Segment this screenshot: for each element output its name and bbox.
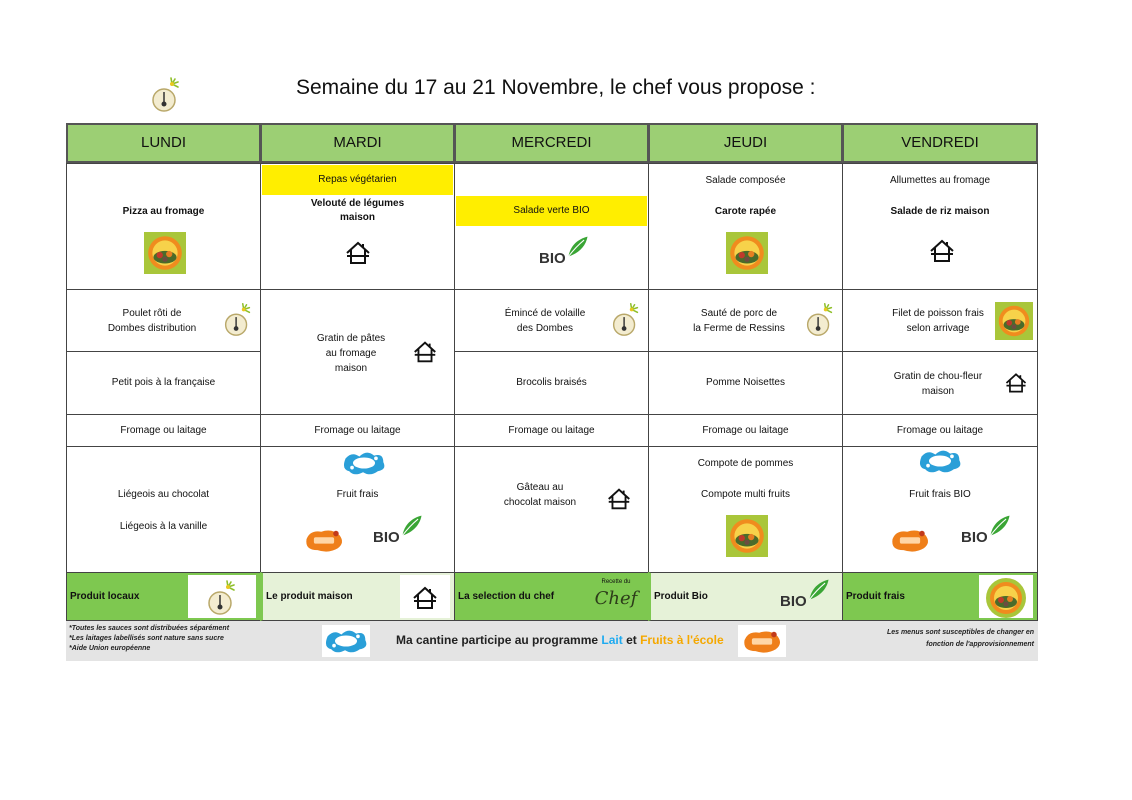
lait-ecole-icon (341, 449, 387, 477)
starter-jeudi (648, 163, 843, 290)
day-header-jeudi: JEUDI (648, 123, 843, 163)
local-product-icon (219, 300, 257, 338)
local-product-icon (202, 577, 242, 617)
fresh-product-icon (143, 232, 187, 274)
legend-maison-label: Le produit maison (266, 590, 353, 602)
bio-label: BIO (780, 593, 807, 610)
programme-et: et (622, 633, 641, 647)
dairy-jeudi: Fromage ou laitage (648, 414, 843, 447)
side-vendredi (842, 351, 1038, 415)
day-header-lundi: LUNDI (66, 123, 261, 163)
fruits-ecole-icon (887, 525, 933, 555)
bio-leaf-icon (987, 513, 1013, 539)
dessert-lundi-label-2: Liégeois à la vanille (119, 521, 208, 532)
legend-frais-badge (979, 575, 1033, 618)
footer-note-sauces: *Toutes les sauces sont distribuées séparément (69, 625, 230, 632)
dairy-mercredi: Fromage ou laitage (454, 414, 649, 447)
dessert-vendredi (842, 446, 1038, 573)
bio-leaf-icon (806, 577, 832, 603)
footer-note-ue: *Aide Union européenne (69, 645, 151, 652)
dairy-vendredi: Fromage ou laitage (842, 414, 1038, 447)
chef-badge-text-1: Recette du (601, 579, 631, 585)
main-jeudi (648, 289, 843, 352)
dessert-mardi (260, 446, 455, 573)
main-jeudi-label-1: Sauté de porc de (700, 308, 778, 319)
dessert-lundi-label-1: Liégeois au chocolat (117, 489, 210, 500)
starter-jeudi-label-2: Carote rapée (714, 206, 777, 217)
bio-logo (776, 577, 836, 617)
programme-fruits: Fruits à l'école (640, 633, 724, 647)
bio-logo (535, 234, 595, 274)
starter-mercredi-label: Salade verte BIO (456, 196, 647, 226)
footer-disclaimer (887, 627, 1034, 651)
house-made-icon (343, 238, 373, 268)
chef-selection-badge (592, 579, 640, 617)
starter-lundi-label: Pizza au fromage (122, 206, 205, 217)
programme-prefix: Ma cantine participe au programme (396, 633, 602, 647)
main-mardi (260, 289, 455, 415)
starter-vendredi-label-1: Allumettes au fromage (889, 175, 991, 186)
legend-maison-badge (400, 575, 450, 618)
page-title: Semaine du 17 au 21 Novembre, le chef vous propose : (296, 76, 816, 99)
starter-mardi (260, 163, 455, 290)
house-made-icon (411, 338, 439, 366)
dessert-vendredi-label: Fruit frais BIO (909, 489, 971, 500)
starter-mardi-label: Velouté de légumes maison (310, 198, 405, 223)
dessert-lundi (66, 446, 261, 573)
house-made-icon (410, 583, 440, 613)
side-vendredi-label-2: maison (921, 386, 955, 397)
house-made-icon (1003, 370, 1029, 396)
legend-local (66, 572, 261, 621)
main-mardi-label-1: Gratin de pâtes (316, 333, 386, 344)
local-product-icon (801, 300, 839, 338)
side-mercredi: Brocolis braisés (454, 351, 649, 415)
bio-label: BIO (373, 529, 400, 546)
legend-frais (842, 572, 1038, 621)
day-header-vendredi: VENDREDI (842, 123, 1038, 163)
starter-mercredi (454, 163, 649, 290)
house-made-icon (605, 485, 633, 513)
fruits-ecole-icon (739, 627, 785, 655)
footer-disclaimer-2: fonction de l'approvisionnement (926, 641, 1034, 648)
dessert-jeudi (648, 446, 843, 573)
legend-frais-label: Produit frais (846, 590, 905, 602)
main-vendredi-label-2: selon arrivage (906, 323, 970, 334)
bio-label: BIO (961, 529, 988, 546)
footer-disclaimer-1: Les menus sont susceptibles de changer en (886, 629, 1034, 636)
main-mercredi-label-1: Émincé de volaille (504, 308, 586, 319)
legend-local-badge (188, 575, 256, 618)
bio-leaf-icon (565, 234, 591, 260)
legend-chef-label: La selection du chef (458, 590, 555, 602)
main-lundi (66, 289, 261, 352)
dessert-mardi-label: Fruit frais (336, 489, 379, 500)
fresh-product-icon (986, 578, 1026, 618)
main-lundi-label-2: Dombes distribution (107, 323, 197, 334)
side-jeudi: Pomme Noisettes (648, 351, 843, 415)
fruits-ecole-icon (301, 525, 347, 555)
lait-ecole-icon (917, 447, 963, 475)
dairy-mardi: Fromage ou laitage (260, 414, 455, 447)
day-header-mardi: MARDI (260, 123, 455, 163)
fruits-ecole-badge (738, 625, 786, 657)
fresh-product-icon (725, 515, 769, 557)
side-vendredi-label-1: Gratin de chou-fleur (893, 371, 983, 382)
programme-text (396, 633, 724, 647)
chef-badge-text-2: Chef (594, 588, 638, 609)
fresh-product-icon (995, 302, 1033, 340)
main-lundi-label-1: Poulet rôti de (122, 308, 182, 319)
dessert-mercredi-label-1: Gâteau au (516, 482, 564, 493)
vegetarian-meal-tag: Repas végétarien (262, 165, 453, 195)
legend-maison (260, 572, 455, 621)
local-product-icon (607, 300, 645, 338)
menu-grid (66, 123, 1038, 621)
main-jeudi-label-2: la Ferme de Ressins (693, 323, 785, 334)
starter-vendredi (842, 163, 1038, 290)
lait-ecole-badge (322, 625, 370, 657)
starter-lundi (66, 163, 261, 290)
main-mardi-label-2: au fromage (325, 348, 377, 359)
main-mercredi-label-2: des Dombes (516, 323, 574, 334)
footer-notes (69, 624, 229, 654)
starter-vendredi-label-2: Salade de riz maison (890, 206, 990, 217)
legend-chef (454, 572, 649, 621)
main-mardi-label-3: maison (334, 363, 368, 374)
main-vendredi-label-1: Filet de poisson frais (892, 308, 984, 319)
dessert-mercredi (454, 446, 649, 573)
footer (66, 621, 1038, 661)
fresh-product-icon (725, 232, 769, 274)
dessert-jeudi-label-2: Compote multi fruits (701, 489, 790, 500)
bio-logo (957, 513, 1017, 553)
day-header-mercredi: MERCREDI (454, 123, 649, 163)
dessert-mercredi-label-2: chocolat maison (503, 497, 577, 508)
main-mercredi (454, 289, 649, 352)
local-product-logo-icon (146, 74, 186, 114)
programme-lait: Lait (601, 633, 623, 647)
legend-bio (648, 572, 843, 621)
lait-ecole-icon (323, 627, 369, 655)
dessert-jeudi-label-1: Compote de pommes (697, 458, 794, 469)
legend-bio-label: Produit Bio (654, 590, 708, 602)
main-vendredi (842, 289, 1038, 352)
dairy-lundi: Fromage ou laitage (66, 414, 261, 447)
starter-jeudi-label-1: Salade composée (705, 175, 786, 186)
footer-note-laitages: *Les laitages labellisés sont nature sans sucre (69, 635, 224, 642)
side-lundi: Petit pois à la française (66, 351, 261, 415)
house-made-icon (927, 236, 957, 266)
bio-label: BIO (539, 250, 566, 267)
legend-local-label: Produit locaux (70, 590, 140, 602)
bio-leaf-icon (399, 513, 425, 539)
bio-logo (369, 513, 429, 553)
